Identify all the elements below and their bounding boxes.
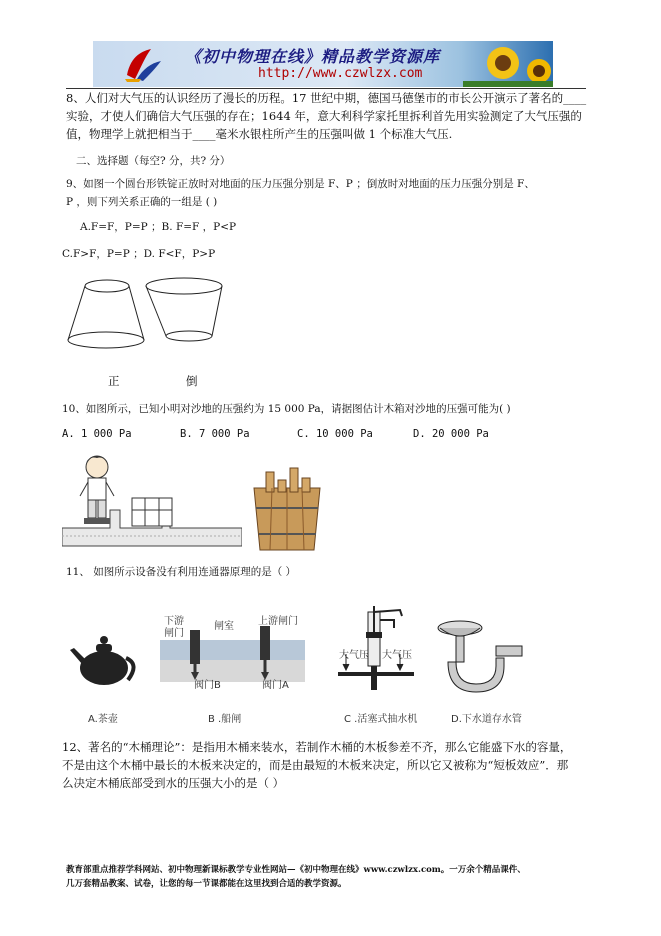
q11-line1: 11、 如图所示设备没有利用连通器原理的是（ ） <box>66 566 297 578</box>
q8-line1: 8、人们对大气压的认识经历了漫长的历程。17 世纪中期，德国马德堡市的市长公开演示了著名的____ <box>66 91 587 105</box>
boy-and-box-figure <box>62 450 242 550</box>
q8-line3: 值，物理学上就把相当于____毫米水银柱所产生的压强叫做 1 个标准大气压. <box>66 127 453 141</box>
banner-url[interactable]: http://www.czwlzx.com <box>258 66 423 81</box>
q9-line1: 9、如图一个圆台形铁锭正放时对地面的压力压强分别是 F、P ；倒放时对地面的压力压强分别是 F、 <box>66 178 535 190</box>
frustum-figure <box>62 272 232 392</box>
q12-line2: 不是由这个木桶中最长的木板来决定的，而是由最短的木板来决定，所以它又被称为“短板效应”．那 <box>62 758 569 772</box>
q10-option-a: A. 1 000 Pa <box>62 428 132 440</box>
label-upright: 正 <box>108 374 120 388</box>
pump-label-atm-right: 大气压 <box>382 650 412 661</box>
caption-teapot: A.茶壶 <box>88 714 118 725</box>
wooden-barrel-figure <box>250 466 324 552</box>
pump-label-atm-left: 大气压 <box>339 650 369 661</box>
header-banner <box>93 41 553 87</box>
q12-line1: 12、著名的“木桶理论”：是指用木桶来装水，若制作木桶的木板参差不齐，那么它能盛下水的容量， <box>62 740 572 754</box>
sunflower-image <box>463 41 553 87</box>
site-logo <box>121 45 165 83</box>
caption-drain-trap: D.下水道存水管 <box>451 714 522 725</box>
footer-line2: 几万套精品教案、试卷，让您的每一节课都能在这里找到合适的教学资源。 <box>66 879 347 889</box>
banner-title: 《初中物理在线》精品教学资源库 <box>185 47 441 66</box>
section-heading: 二、选择题（每空? 分，共? 分） <box>76 155 231 167</box>
q9-options-ab: A.F=F，P=P ；B. F=F ，P<P <box>80 221 237 233</box>
q9-line2: P ，则下列关系正确的一组是 ( ) <box>66 196 218 208</box>
lock-label-valve-a: 阀门A <box>262 680 289 691</box>
q10-option-c: C. 10 000 Pa <box>297 428 373 440</box>
drain-trap-figure <box>436 618 526 704</box>
q10-line1: 10、如图所示，已知小明对沙地的压强约为 15 000 Pa，请据图估计木箱对沙地的压强可能为( ) <box>62 403 511 415</box>
lock-label-chamber: 闸室 <box>214 621 234 632</box>
footer-line1: 教育部重点推荐学科网站、初中物理新课标教学专业性网站—《初中物理在线》www.czwlzx.com。一万余个精品课件、 <box>66 865 526 875</box>
label-inverted: 倒 <box>186 374 198 388</box>
q12-line3: 么决定木桶底部受到水的压强大小的是（ ） <box>62 776 285 790</box>
caption-piston-pump: C .活塞式抽水机 <box>344 714 418 725</box>
lock-label-gate: 闸门 <box>164 628 184 639</box>
caption-ship-lock: B .船闸 <box>208 714 242 725</box>
q10-option-b: B. 7 000 Pa <box>180 428 250 440</box>
lock-label-downstream: 下游 <box>164 616 184 627</box>
teapot-figure <box>68 630 142 688</box>
lock-label-upstream: 上游闸门 <box>258 616 298 627</box>
q8-line2: 实验，才使人们确信大气压强的存在；1644 年，意大利科学家托里拆利首先用实验测定了大气压强的 <box>66 109 582 123</box>
q10-option-d: D. 20 000 Pa <box>413 428 489 440</box>
lock-label-valve-b: 阀门B <box>194 680 221 691</box>
q9-options-cd: C.F>F，P=P ；D. F<F，P>P <box>62 248 216 260</box>
